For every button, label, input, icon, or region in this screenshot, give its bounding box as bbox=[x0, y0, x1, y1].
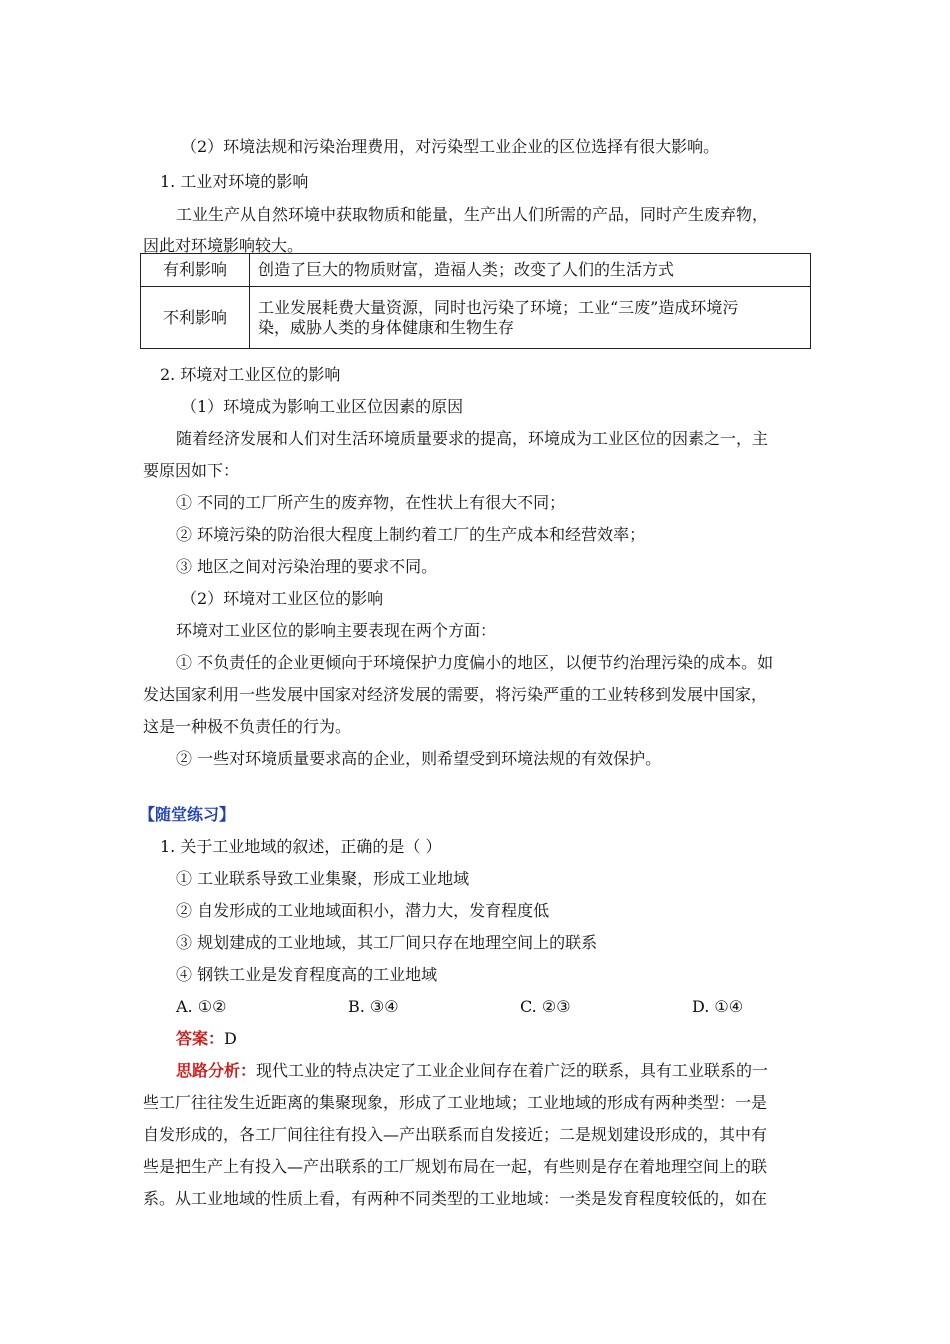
analysis bbox=[176, 1061, 768, 1081]
option-b: B. ③④ bbox=[348, 997, 399, 1016]
analysis-text: 些工厂往往发生近距离的集聚现象，形成了工业地域；工业地域的形成有两种类型：一是 bbox=[143, 1093, 768, 1112]
analysis-text: 现代工业的特点决定了工业企业间存在着广泛的联系，具有工业联系的一 bbox=[256, 1061, 769, 1080]
list-item: ① 不负责任的企业更倾向于环境保护力度偏小的地区，以便节约治理污染的成本。如 bbox=[176, 653, 774, 672]
list-item: ② 一些对环境质量要求高的企业，则希望受到环境法规的有效保护。 bbox=[176, 749, 662, 768]
paragraph: 工业生产从自然环境中获取物质和能量，生产出人们所需的产品，同时产生废弃物， bbox=[176, 205, 769, 224]
paragraph: 环境对工业区位的影响主要表现在两个方面： bbox=[176, 621, 497, 640]
answer bbox=[176, 1029, 237, 1049]
option-a: A. ①② bbox=[176, 997, 227, 1016]
list-item: ③ 地区之间对污染治理的要求不同。 bbox=[176, 557, 438, 576]
analysis-text: 些是把生产上有投入—产出联系的工厂规划布局在一起，有些则是存在着地理空间上的联 bbox=[143, 1157, 768, 1176]
answer-label: 答案： bbox=[176, 1029, 225, 1048]
impact-table bbox=[140, 253, 811, 349]
analysis-label: 思路分析： bbox=[176, 1061, 257, 1080]
choice-item: ② 自发形成的工业地域面积小，潜力大，发育程度低 bbox=[176, 901, 550, 920]
option-d: D. ①④ bbox=[692, 997, 744, 1016]
table-cell-line: 染，威胁人类的身体健康和生物生存 bbox=[258, 317, 515, 337]
list-item: ① 不同的工厂所产生的废弃物，在性状上有很大不同； bbox=[176, 493, 566, 512]
practice-title: 【随堂练习】 bbox=[139, 805, 236, 824]
table-cell: 创造了巨大的物质财富，造福人类；改变了人们的生活方式 bbox=[250, 254, 811, 287]
paragraph: 要原因如下： bbox=[143, 461, 240, 480]
list-item: ② 环境污染的防治很大程度上制约着工厂的生产成本和经营效率； bbox=[176, 525, 646, 544]
table-cell bbox=[250, 287, 811, 349]
paragraph: （2）环境法规和污染治理费用，对污染型工业企业的区位选择有很大影响。 bbox=[181, 137, 720, 156]
paragraph: 发达国家利用一些发展中国家对经济发展的需要，将污染严重的工业转移到发展中国家， bbox=[143, 685, 768, 704]
answer-value: D bbox=[224, 1029, 237, 1048]
table-label: 不利影响 bbox=[141, 287, 250, 349]
table-label: 有利影响 bbox=[141, 254, 250, 287]
paragraph: 因此对环境影响较大。 bbox=[143, 236, 304, 255]
analysis-text: 自发形成的，各工厂间往往有投入—产出联系而自发接近；二是规划建设形成的，其中有 bbox=[143, 1125, 768, 1144]
answer-options bbox=[176, 997, 743, 1017]
section-heading: 1. 工业对环境的影响 bbox=[160, 172, 309, 191]
table-cell-line: 工业发展耗费大量资源，同时也污染了环境；工业“三废”造成环境污 bbox=[258, 297, 739, 317]
subheading: （2）环境对工业区位的影响 bbox=[181, 589, 384, 608]
question: 1. 关于工业地域的叙述，正确的是（ ） bbox=[160, 837, 442, 856]
paragraph: 这是一种极不负责任的行为。 bbox=[143, 717, 352, 736]
choice-item: ① 工业联系导致工业集聚，形成工业地域 bbox=[176, 869, 470, 888]
paragraph: 随着经济发展和人们对生活环境质量要求的提高，环境成为工业区位的因素之一，主 bbox=[176, 429, 769, 448]
analysis-text: 系。从工业地域的性质上看，有两种不同类型的工业地域：一类是发育程度较低的，如在 bbox=[143, 1189, 768, 1208]
choice-item: ④ 钢铁工业是发育程度高的工业地域 bbox=[176, 965, 438, 984]
section-heading: 2. 环境对工业区位的影响 bbox=[160, 365, 341, 384]
subheading: （1）环境成为影响工业区位因素的原因 bbox=[181, 397, 464, 416]
choice-item: ③ 规划建成的工业地域，其工厂间只存在地理空间上的联系 bbox=[176, 933, 598, 952]
option-c: C. ②③ bbox=[520, 997, 571, 1016]
